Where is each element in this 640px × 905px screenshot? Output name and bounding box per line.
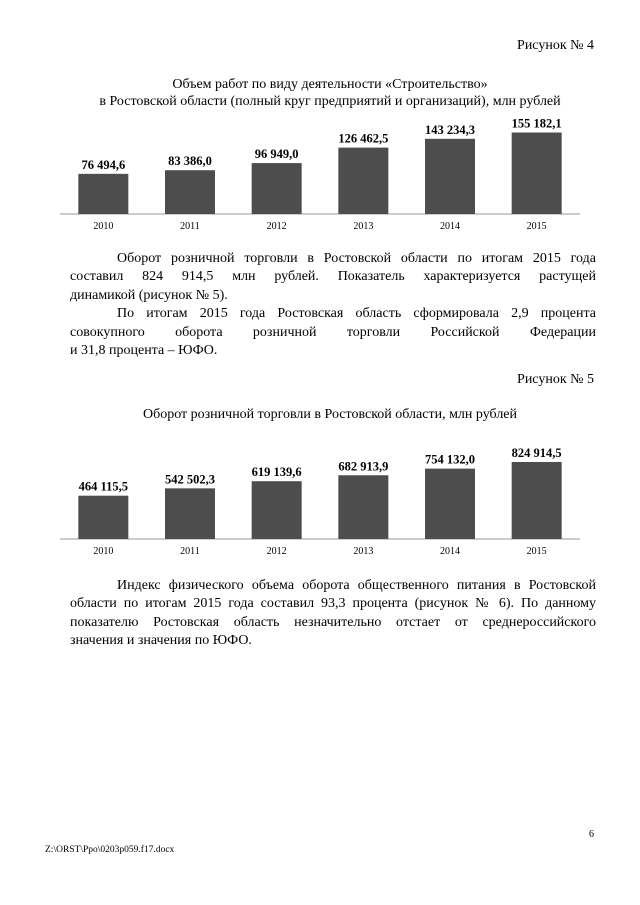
x-tick-label-2011: 2011 xyxy=(180,546,200,557)
paragraph-1-line: динамикой (рисунок № 5). xyxy=(70,287,228,303)
data-label-2011: 542 502,3 xyxy=(165,472,215,487)
paragraph-2 xyxy=(70,305,596,342)
chart-1-title xyxy=(60,76,600,110)
bar-2013 xyxy=(338,475,388,539)
bar-2011 xyxy=(165,170,215,214)
file-path-footer: Z:\ORST\Ppo\0203p059.f17.docx xyxy=(45,845,175,855)
bar-2011 xyxy=(165,488,215,539)
paragraph-2-line: совокупного оборота розничной торговли Российской Федерации xyxy=(70,324,596,340)
data-label-2015: 155 182,1 xyxy=(511,116,562,131)
x-tick-label-2012: 2012 xyxy=(266,546,287,557)
x-tick-label-2012: 2012 xyxy=(266,221,287,232)
data-label-2012: 96 949,0 xyxy=(254,147,299,162)
figure-4-label: Рисунок № 4 xyxy=(517,38,594,53)
paragraph-3-line: значения и значения по ЮФО. xyxy=(70,633,252,649)
paragraph-1 xyxy=(70,250,596,287)
x-tick-label-2015: 2015 xyxy=(526,546,547,557)
chart-2-title xyxy=(60,406,600,423)
data-label-2013: 682 913,9 xyxy=(338,459,389,474)
x-tick-label-2010: 2010 xyxy=(93,221,114,232)
chart-1-title-line2: в Ростовской области (полный круг предприятий и организаций), млн рублей xyxy=(99,94,561,109)
bar-2014 xyxy=(425,139,475,214)
data-label-2013: 126 462,5 xyxy=(338,131,389,146)
paragraph-2-line: По итогам 2015 года Ростовская область сформировала 2,9 процента xyxy=(117,306,596,322)
paragraph-3-line: области по итогам 2015 года составил 93,3 процента (рисунок № 6). По данному xyxy=(70,596,596,612)
paragraph-3-line: показателю Ростовская область незначительно отстает от среднероссийского xyxy=(70,614,596,630)
bar-2015 xyxy=(512,462,562,539)
paragraph-3-line: Индекс физического объема оборота общественного питания в Ростовской xyxy=(117,578,596,593)
bar-2012 xyxy=(252,163,302,214)
chart-2 xyxy=(60,443,580,563)
paragraph-1-end xyxy=(70,287,596,305)
chart-1-title-line1: Объем работ по виду деятельности «Строительство» xyxy=(172,77,488,92)
data-label-2014: 143 234,3 xyxy=(425,122,475,137)
paragraph-2-end xyxy=(70,342,596,360)
data-label-2014: 754 132,0 xyxy=(425,452,475,467)
figure-5-label: Рисунок № 5 xyxy=(517,372,594,387)
data-label-2010: 464 115,5 xyxy=(78,479,128,494)
data-label-2012: 619 139,6 xyxy=(251,465,302,480)
data-label-2010: 76 494,6 xyxy=(81,157,126,172)
bar-2015 xyxy=(512,133,562,214)
x-tick-label-2010: 2010 xyxy=(93,546,114,557)
data-label-2011: 83 386,0 xyxy=(168,154,212,169)
x-tick-label-2011: 2011 xyxy=(180,221,200,232)
x-tick-label-2013: 2013 xyxy=(353,221,374,232)
bar-2010 xyxy=(78,496,128,539)
bar-2014 xyxy=(425,469,475,539)
bar-2012 xyxy=(252,481,302,539)
bar-2013 xyxy=(338,148,388,214)
data-label-2015: 824 914,5 xyxy=(511,446,562,461)
paragraph-2-line: и 31,8 процента – ЮФО. xyxy=(70,343,218,358)
chart-1 xyxy=(60,118,580,238)
paragraph-3 xyxy=(70,577,596,632)
paragraph-1-line: Оборот розничной торговли в Ростовской области по итогам 2015 года xyxy=(117,251,596,266)
paragraph-3-end xyxy=(70,632,596,650)
paragraph-1-line: составил 824 914,5 млн рублей. Показатель характеризуется растущей xyxy=(70,269,596,285)
x-tick-label-2015: 2015 xyxy=(526,221,547,232)
x-tick-label-2014: 2014 xyxy=(440,546,460,557)
bar-2010 xyxy=(78,174,128,214)
x-tick-label-2013: 2013 xyxy=(353,546,374,557)
chart-2-title-line1: Оборот розничной торговли в Ростовской области, млн рублей xyxy=(142,407,518,422)
x-tick-label-2014: 2014 xyxy=(440,221,460,232)
page-number: 6 xyxy=(589,829,594,840)
